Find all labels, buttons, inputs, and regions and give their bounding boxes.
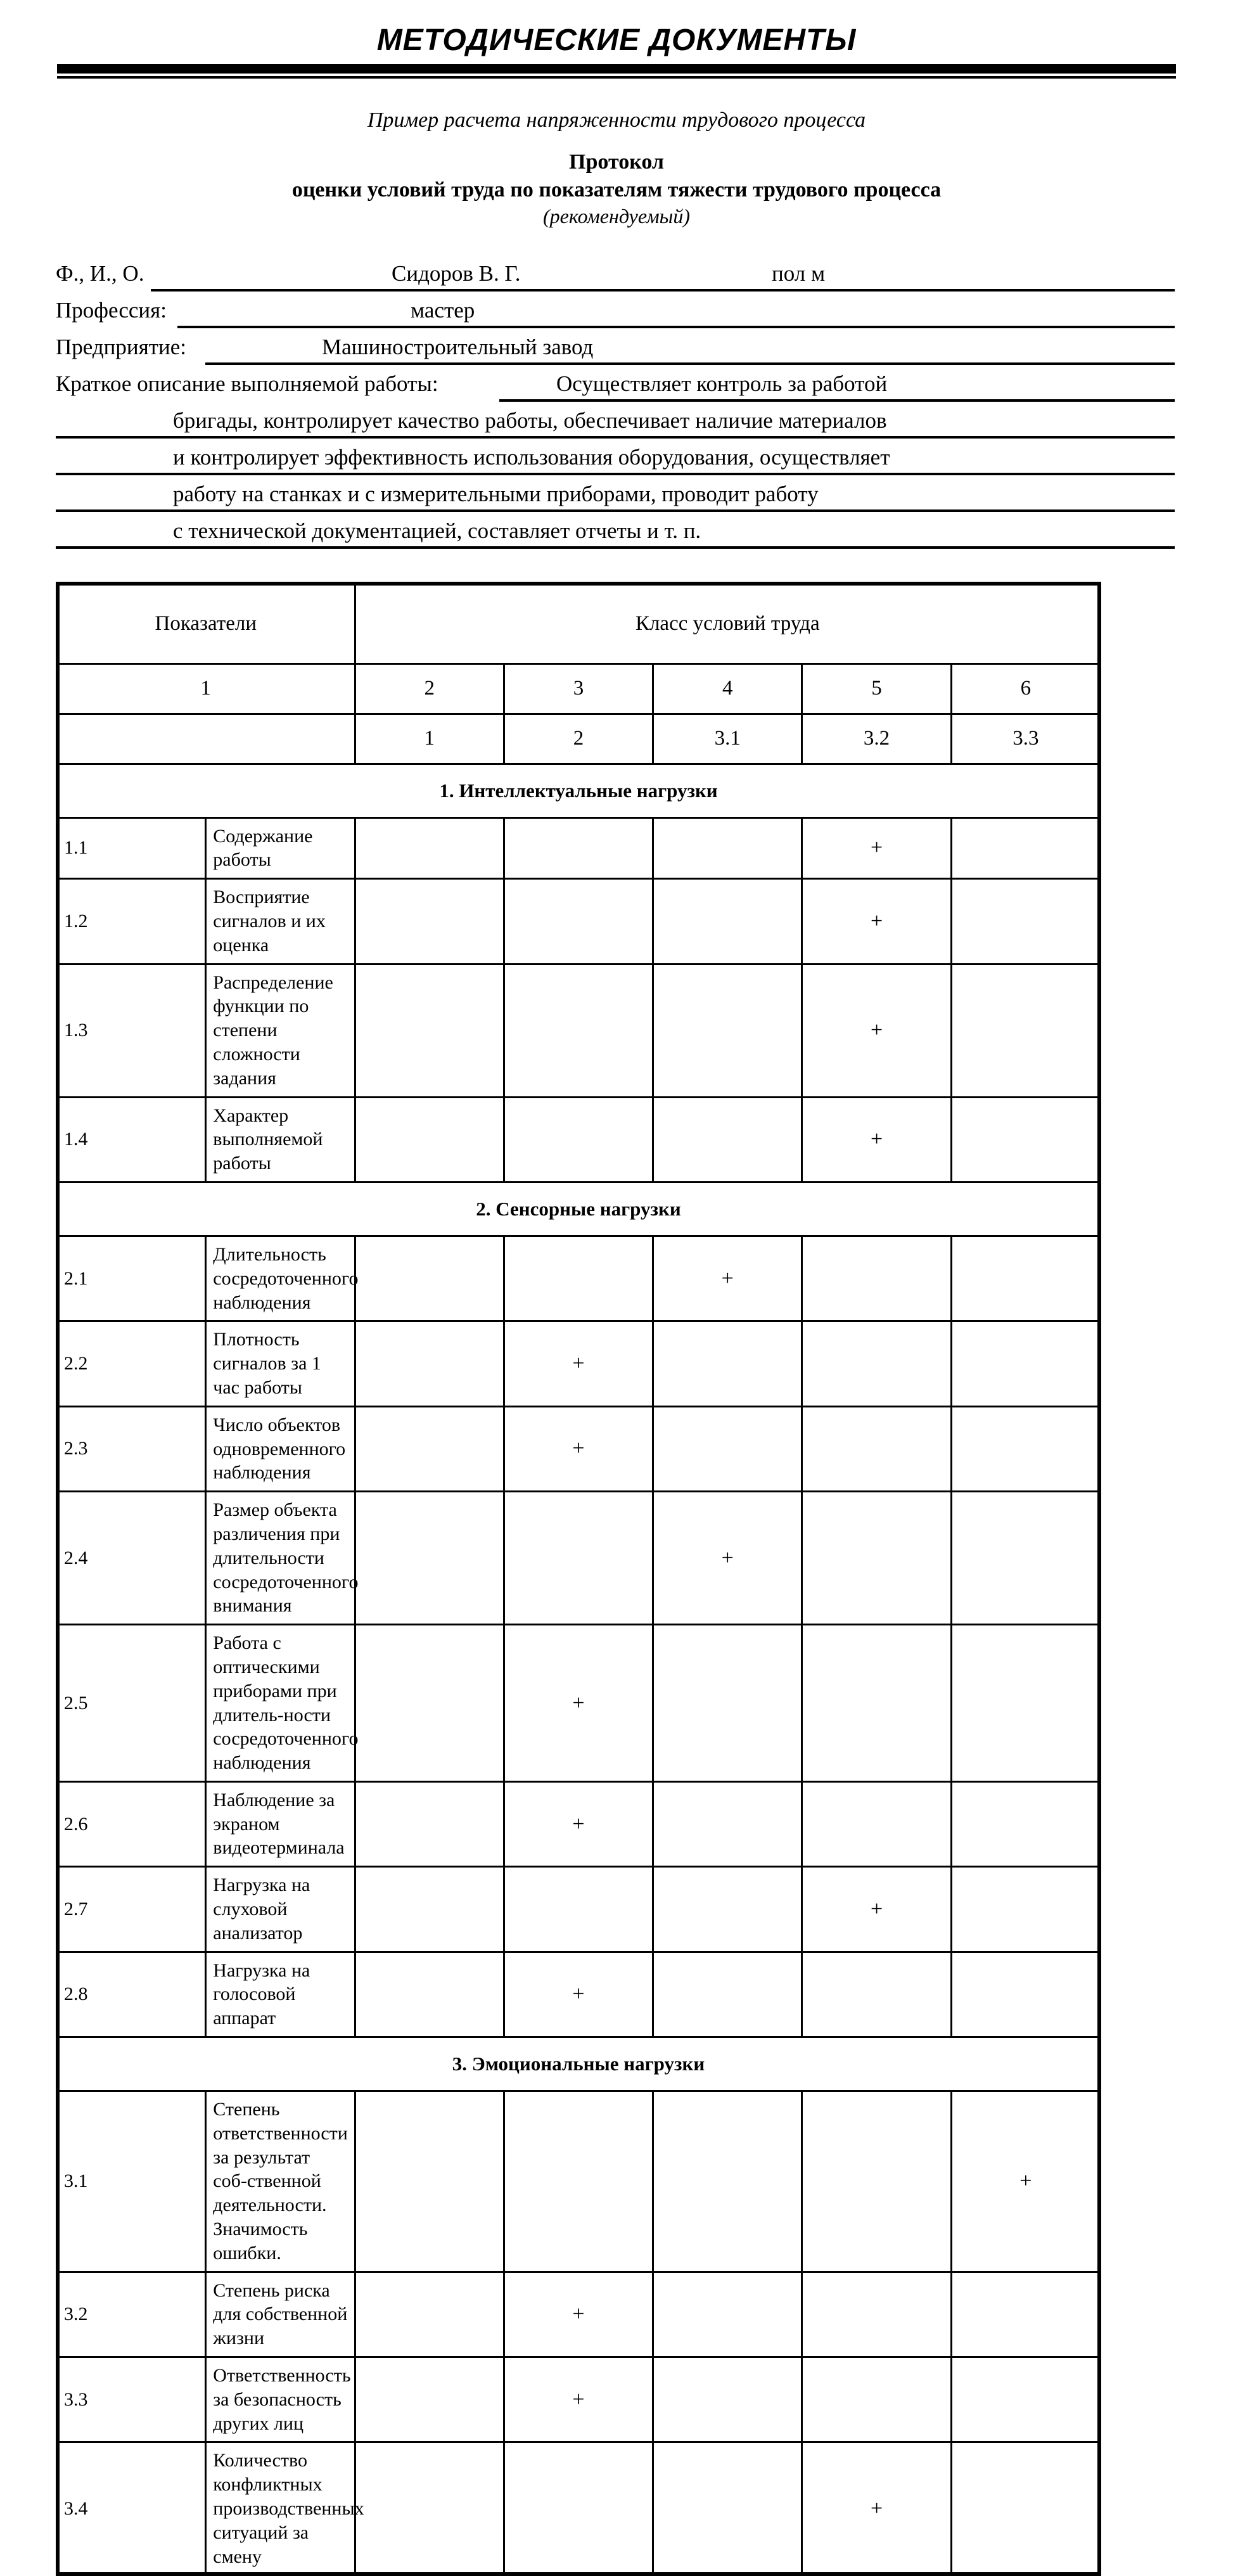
profession-value: мастер <box>411 297 475 323</box>
row-number-2.1: 2.1 <box>57 1236 206 1321</box>
class-label-3.3: 3.3 <box>951 714 1100 764</box>
row-label-2.3: Число объектов одновременного наблюдения <box>206 1406 355 1491</box>
row-label-3.4: Количество конфликтных производственных ситуаций за смену <box>206 2442 355 2575</box>
enterprise-value: Машиностроительный завод <box>322 334 594 359</box>
col-number-1: 1 <box>57 663 355 714</box>
mark-cell-2.6-3.1[interactable] <box>653 1781 802 1866</box>
row-number-2.6: 2.6 <box>57 1781 206 1866</box>
table-section-row <box>57 764 1101 817</box>
mark-cell-1.1-3.1[interactable] <box>653 817 802 879</box>
mark-cell-1.1-3.2[interactable]: + <box>802 817 951 879</box>
masthead-rule <box>57 64 1176 79</box>
mark-cell-2.7-3.1[interactable] <box>653 1867 802 1952</box>
row-number-2.3: 2.3 <box>57 1406 206 1491</box>
row-label-2.7: Нагрузка на слуховой анализатор <box>206 1867 355 1952</box>
table-row <box>57 2272 1101 2357</box>
col-number-6: 6 <box>951 663 1100 714</box>
table-row <box>57 1781 1101 1866</box>
mark-cell-1.3-1[interactable] <box>355 964 504 1097</box>
row-label-1.2: Восприятие сигналов и их оценка <box>206 879 355 964</box>
mark-cell-2.1-3.2[interactable] <box>802 1236 951 1321</box>
mark-cell-2.6-2[interactable]: + <box>504 1781 653 1866</box>
mark-cell-1.3-3.1[interactable] <box>653 964 802 1097</box>
col-number-3: 3 <box>504 663 653 714</box>
mark-cell-1.3-3.3[interactable] <box>951 964 1100 1097</box>
profession-underline <box>177 326 1175 328</box>
mark-cell-2.5-3.1[interactable] <box>653 1625 802 1782</box>
mark-cell-2.3-3.2[interactable] <box>802 1406 951 1491</box>
class-label-3.1: 3.1 <box>653 714 802 764</box>
row-label-2.4: Размер объекта различения при длительности сосредоточенного внимания <box>206 1492 355 1625</box>
class-label-1: 1 <box>355 714 504 764</box>
field-row-description-2 <box>56 407 1175 444</box>
mark-cell-2.6-3.2[interactable] <box>802 1781 951 1866</box>
mark-cell-1.4-1[interactable] <box>355 1097 504 1182</box>
table-row <box>57 817 1101 879</box>
table-row <box>57 2357 1101 2442</box>
table-row <box>57 2091 1101 2272</box>
mark-cell-1.3-3.2[interactable]: + <box>802 964 951 1097</box>
mark-cell-1.4-3.3[interactable] <box>951 1097 1100 1182</box>
description-underline-4 <box>56 509 1175 512</box>
field-row-enterprise <box>56 333 1175 370</box>
mark-cell-2.4-2[interactable] <box>504 1492 653 1625</box>
mark-cell-2.2-3.1[interactable] <box>653 1321 802 1406</box>
class-label-2: 2 <box>504 714 653 764</box>
mark-cell-2.3-3.3[interactable] <box>951 1406 1100 1491</box>
class-label-spacer <box>57 714 355 764</box>
row-number-1.4: 1.4 <box>57 1097 206 1182</box>
enterprise-underline <box>205 362 1175 365</box>
rule-thick <box>57 64 1176 74</box>
mark-cell-1.2-3.1[interactable] <box>653 879 802 964</box>
mark-cell-2.8-3.1[interactable] <box>653 1952 802 2037</box>
row-number-1.3: 1.3 <box>57 964 206 1097</box>
mark-cell-3.1-3.2[interactable] <box>802 2091 951 2272</box>
description-line-2: и контролирует эффективность использования оборудования, осуществляет <box>173 444 890 470</box>
row-number-3.4: 3.4 <box>57 2442 206 2575</box>
mark-cell-3.2-1[interactable] <box>355 2272 504 2357</box>
mark-cell-2.1-3.3[interactable] <box>951 1236 1100 1321</box>
class-label-3.2: 3.2 <box>802 714 951 764</box>
header-indicators: Показатели <box>57 584 355 664</box>
mark-cell-2.2-3.3[interactable] <box>951 1321 1100 1406</box>
mark-cell-2.4-3.3[interactable] <box>951 1492 1100 1625</box>
gender-value: пол м <box>772 260 826 286</box>
fio-underline <box>151 289 1175 292</box>
row-label-2.6: Наблюдение за экраном видеотерминала <box>206 1781 355 1866</box>
row-label-3.1: Степень ответственности за результат соб-ственной деятельности. Значимость ошибки. <box>206 2091 355 2272</box>
mark-cell-2.7-2[interactable] <box>504 1867 653 1952</box>
mark-cell-2.2-3.2[interactable] <box>802 1321 951 1406</box>
mark-cell-2.6-1[interactable] <box>355 1781 504 1866</box>
mark-cell-2.3-2[interactable]: + <box>504 1406 653 1491</box>
description-underline-1 <box>499 399 1175 402</box>
mark-cell-2.1-2[interactable] <box>504 1236 653 1321</box>
description-line-4: с технической документацией, составляет отчеты и т. п. <box>173 518 701 543</box>
table-row <box>57 879 1101 964</box>
mark-cell-3.4-2[interactable] <box>504 2442 653 2575</box>
mark-cell-2.6-3.3[interactable] <box>951 1781 1100 1866</box>
mark-cell-3.3-2[interactable]: + <box>504 2357 653 2442</box>
row-number-2.4: 2.4 <box>57 1492 206 1625</box>
row-label-2.1: Длительность сосредоточенного наблюдения <box>206 1236 355 1321</box>
row-number-1.2: 1.2 <box>57 879 206 964</box>
row-label-1.1: Содержание работы <box>206 817 355 879</box>
mark-cell-2.5-3.3[interactable] <box>951 1625 1100 1782</box>
mark-cell-1.2-3.3[interactable] <box>951 879 1100 964</box>
enterprise-label: Предприятие: <box>56 334 187 359</box>
mark-cell-3.3-3.2[interactable] <box>802 2357 951 2442</box>
mark-cell-2.4-3.1[interactable]: + <box>653 1492 802 1625</box>
table-row <box>57 1097 1101 1182</box>
description-line-0: Осуществляет контроль за работой <box>556 371 888 396</box>
mark-cell-2.4-3.2[interactable] <box>802 1492 951 1625</box>
mark-cell-1.1-3.3[interactable] <box>951 817 1100 879</box>
col-number-4: 4 <box>653 663 802 714</box>
row-label-1.4: Характер выполняемой работы <box>206 1097 355 1182</box>
row-number-2.5: 2.5 <box>57 1625 206 1782</box>
protocol-heading: Протокол <box>569 150 664 174</box>
row-label-2.2: Плотность сигналов за 1 час работы <box>206 1321 355 1406</box>
description-label: Краткое описание выполняемой работы: <box>56 371 438 396</box>
mark-cell-2.5-1[interactable] <box>355 1625 504 1782</box>
mark-cell-2.7-3.3[interactable] <box>951 1867 1100 1952</box>
table-row <box>57 2442 1101 2575</box>
field-row-profession <box>56 297 1175 333</box>
row-label-1.3: Распределение функции по степени сложности задания <box>206 964 355 1097</box>
mark-cell-1.4-2[interactable] <box>504 1097 653 1182</box>
mark-cell-1.2-1[interactable] <box>355 879 504 964</box>
mark-cell-2.7-3.2[interactable]: + <box>802 1867 951 1952</box>
mark-cell-3.2-3.2[interactable] <box>802 2272 951 2357</box>
col-number-5: 5 <box>802 663 951 714</box>
document-titles <box>0 108 1233 228</box>
description-line-3: работу на станках и с измерительными приборами, проводит работу <box>173 481 819 506</box>
mark-cell-3.4-3.3[interactable] <box>951 2442 1100 2575</box>
table-row <box>57 1625 1101 1782</box>
mark-cell-1.2-3.2[interactable]: + <box>802 879 951 964</box>
table-row <box>57 1867 1101 1952</box>
profession-label: Профессия: <box>56 297 167 323</box>
mark-cell-1.3-2[interactable] <box>504 964 653 1097</box>
table-header-row <box>57 584 1101 664</box>
row-label-3.2: Степень риска для собственной жизни <box>206 2272 355 2357</box>
mark-cell-3.4-1[interactable] <box>355 2442 504 2575</box>
mark-cell-2.8-1[interactable] <box>355 1952 504 2037</box>
protocol-table <box>56 582 1101 2576</box>
mark-cell-2.8-3.3[interactable] <box>951 1952 1100 2037</box>
row-number-2.2: 2.2 <box>57 1321 206 1406</box>
recommended-note: (рекомендуемый) <box>542 204 690 227</box>
row-number-3.2: 3.2 <box>57 2272 206 2357</box>
table-colnumber-row <box>57 663 1101 714</box>
mark-cell-2.1-1[interactable] <box>355 1236 504 1321</box>
row-label-2.8: Нагрузка на голосовой аппарат <box>206 1952 355 2037</box>
table-classlabel-row <box>57 714 1101 764</box>
mark-cell-2.2-2[interactable]: + <box>504 1321 653 1406</box>
description-underline-2 <box>56 436 1175 439</box>
table-row <box>57 964 1101 1097</box>
protocol-subject: оценки условий труда по показателям тяжести трудового процесса <box>291 177 942 202</box>
row-number-2.8: 2.8 <box>57 1952 206 2037</box>
field-row-fio <box>56 260 1175 297</box>
mark-cell-1.4-3.1[interactable] <box>653 1097 802 1182</box>
example-subtitle: Пример расчета напряженности трудового процесса <box>367 108 866 132</box>
mark-cell-2.3-3.1[interactable] <box>653 1406 802 1491</box>
mark-cell-2.7-1[interactable] <box>355 1867 504 1952</box>
mark-cell-2.2-1[interactable] <box>355 1321 504 1406</box>
row-number-2.7: 2.7 <box>57 1867 206 1952</box>
mark-cell-2.4-1[interactable] <box>355 1492 504 1625</box>
mark-cell-3.2-3.1[interactable] <box>653 2272 802 2357</box>
mark-cell-3.4-3.1[interactable] <box>653 2442 802 2575</box>
row-number-3.3: 3.3 <box>57 2357 206 2442</box>
fio-label: Ф., И., О. <box>56 260 144 286</box>
form-fields <box>56 260 1175 554</box>
row-label-2.5: Работа с оптическими приборами при длитель-ности сосредоточенного наблюдения <box>206 1625 355 1782</box>
field-row-description-1 <box>56 370 1175 407</box>
mark-cell-3.3-1[interactable] <box>355 2357 504 2442</box>
table-section-row <box>57 1182 1101 1236</box>
mark-cell-2.8-2[interactable]: + <box>504 1952 653 2037</box>
mark-cell-3.1-2[interactable] <box>504 2091 653 2272</box>
mark-cell-2.8-3.2[interactable] <box>802 1952 951 2037</box>
section-title-2: 2. Сенсорные нагрузки <box>57 1182 1101 1236</box>
field-row-description-3 <box>56 444 1175 480</box>
description-underline-5 <box>56 546 1175 549</box>
table-row <box>57 1236 1101 1321</box>
mark-cell-2.3-1[interactable] <box>355 1406 504 1491</box>
row-number-3.1: 3.1 <box>57 2091 206 2272</box>
rule-thin <box>57 76 1176 79</box>
section-title-3: 3. Эмоциональные нагрузки <box>57 2037 1101 2091</box>
table-row <box>57 1952 1101 2037</box>
description-line-1: бригады, контролирует качество работы, обеспечивает наличие материалов <box>173 407 887 433</box>
row-label-3.3: Ответственность за безопасность других лиц <box>206 2357 355 2442</box>
page-title: МЕТОДИЧЕСКИЕ ДОКУМЕНТЫ <box>376 23 857 57</box>
mark-cell-2.5-3.2[interactable] <box>802 1625 951 1782</box>
fio-value: Сидоров В. Г. <box>392 260 521 286</box>
mark-cell-1.1-2[interactable] <box>504 817 653 879</box>
protocol-table-wrap <box>56 582 1101 2576</box>
mark-cell-1.2-2[interactable] <box>504 879 653 964</box>
mark-cell-3.1-3.1[interactable] <box>653 2091 802 2272</box>
mark-cell-3.1-3.3[interactable]: + <box>951 2091 1100 2272</box>
table-row <box>57 1321 1101 1406</box>
field-row-description-4 <box>56 480 1175 517</box>
mark-cell-1.1-1[interactable] <box>355 817 504 879</box>
mark-cell-3.4-3.2[interactable]: + <box>802 2442 951 2575</box>
table-section-row <box>57 2037 1101 2091</box>
header-class-group: Класс условий труда <box>355 584 1100 664</box>
mark-cell-3.2-3.3[interactable] <box>951 2272 1100 2357</box>
mark-cell-2.1-3.1[interactable]: + <box>653 1236 802 1321</box>
mark-cell-1.4-3.2[interactable]: + <box>802 1097 951 1182</box>
mark-cell-2.5-2[interactable]: + <box>504 1625 653 1782</box>
mark-cell-3.3-3.1[interactable] <box>653 2357 802 2442</box>
col-number-2: 2 <box>355 663 504 714</box>
table-row <box>57 1406 1101 1491</box>
row-number-1.1: 1.1 <box>57 817 206 879</box>
mark-cell-3.2-2[interactable]: + <box>504 2272 653 2357</box>
mark-cell-3.3-3.3[interactable] <box>951 2357 1100 2442</box>
mark-cell-3.1-1[interactable] <box>355 2091 504 2272</box>
description-underline-3 <box>56 473 1175 475</box>
section-title-1: 1. Интеллектуальные нагрузки <box>57 764 1101 817</box>
field-row-description-5 <box>56 517 1175 554</box>
table-row <box>57 1492 1101 1625</box>
masthead <box>0 0 1233 58</box>
